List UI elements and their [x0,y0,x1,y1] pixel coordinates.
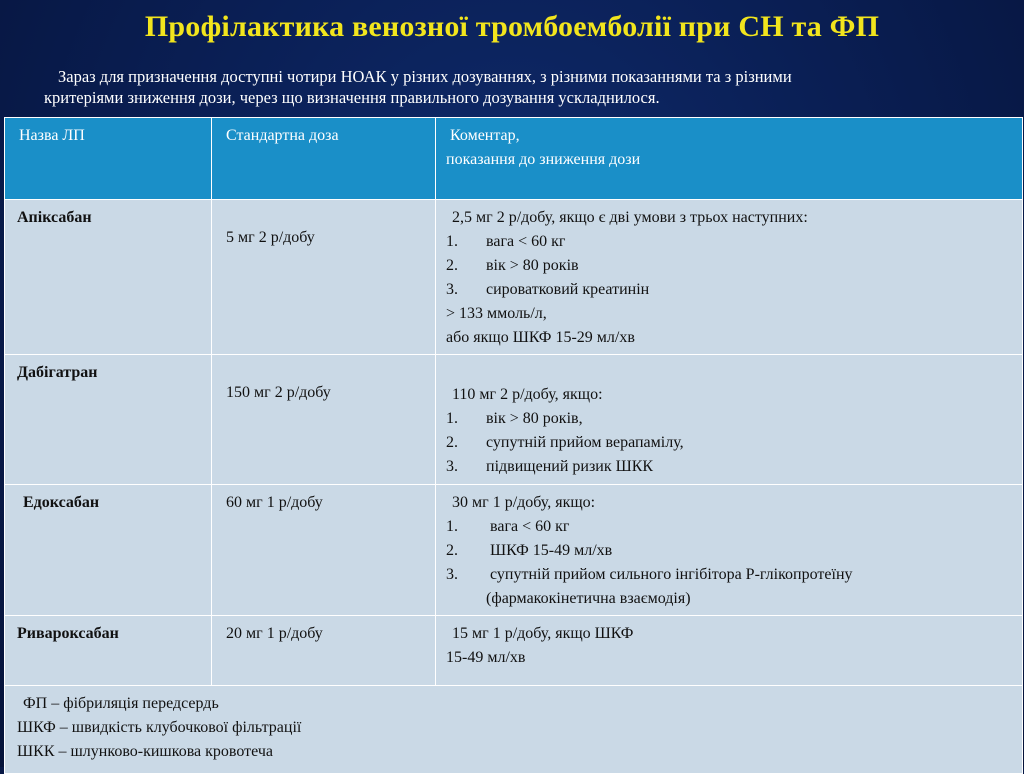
standard-dose: 150 мг 2 р/добу [212,355,436,485]
condition-text: підвищений ризик ШКК [486,458,654,475]
drug-name: Ривароксабан [5,616,212,686]
condition-list [446,230,1012,302]
standard-dose: 5 мг 2 р/добу [212,200,436,355]
abbreviation-line: ШКФ – швидкість клубочкової фільтрації [17,719,302,736]
reduction-comment [436,616,1023,686]
reduction-comment [436,355,1023,485]
condition-number: 1. [446,518,458,535]
condition-number: 2. [446,257,458,274]
comment-tail-1: 15-49 мл/хв [446,649,526,666]
condition-number: 3. [446,566,458,583]
header-dose: Стандартна доза [212,118,436,200]
comment-tail-2: або якщо ШКФ 15-29 мл/хв [446,329,635,346]
condition-number: 3. [446,458,458,475]
condition-number: 1. [446,410,458,427]
comment-tail-1: > 133 ммоль/л, [446,305,547,322]
condition-list [446,515,1012,587]
drug-name: Едоксабан [5,485,212,616]
condition-item [446,254,1012,278]
condition-number: 2. [446,542,458,559]
comment-lead: 15 мг 1 р/добу, якщо ШКФ [452,625,634,642]
condition-item [446,515,1012,539]
condition-list [446,407,1012,479]
condition-item [446,230,1012,254]
condition-item [446,563,1012,587]
table-row [5,200,1023,355]
condition-text: вік > 80 років [486,257,579,274]
dosing-table [4,117,1023,774]
condition-item [446,455,1012,479]
drug-name: Апіксабан [5,200,212,355]
condition-number: 2. [446,434,458,451]
condition-item [446,407,1012,431]
condition-item [446,539,1012,563]
condition-text: вага < 60 кг [486,233,566,250]
comment-continuation: (фармакокінетична взаємодія) [486,590,691,607]
table-row [5,355,1023,485]
abbreviation-line: ФП – фібриляція передсердь [23,695,219,712]
condition-text: сироватковий креатинін [486,281,650,298]
condition-text: ШКФ 15-49 мл/хв [490,542,613,559]
abbreviations-row [5,686,1023,774]
header-comment-line-2: показання до зниження дози [446,151,641,168]
condition-number: 1. [446,233,458,250]
header-comment [436,118,1023,200]
reduction-comment [436,200,1023,355]
condition-text: вага < 60 кг [490,518,570,535]
condition-item [446,431,1012,455]
condition-text: вік > 80 років, [486,410,583,427]
condition-text: супутній прийом верапамілу, [486,434,684,451]
condition-item [446,278,1012,302]
table-row [5,616,1023,686]
table-header-row [5,118,1023,200]
drug-name: Дабігатран [5,355,212,485]
comment-lead: 30 мг 1 р/добу, якщо: [452,494,596,511]
header-name: Назва ЛП [5,118,212,200]
table-row [5,485,1023,616]
slide-title: Профілактика венозної тромбоемболії при СН та ФП [144,10,880,43]
comment-lead: 110 мг 2 р/добу, якщо: [452,386,603,403]
abbreviation-line: ШКК – шлунково-кишкова кровотеча [17,743,273,760]
reduction-comment [436,485,1023,616]
abbreviations-cell [5,686,1023,774]
standard-dose: 60 мг 1 р/добу [212,485,436,616]
intro-line-1: Зараз для призначення доступні чотири НОАК у різних дозуваннях, з різними показаннями та з різними [58,67,792,86]
header-comment-line-1: Коментар, [450,127,520,144]
standard-dose: 20 мг 1 р/добу [212,616,436,686]
condition-number: 3. [446,281,458,298]
intro-line-2: критеріями зниження дози, через що визначення правильного дозування ускладнилося. [44,88,660,107]
condition-text: супутній прийом сильного інгібітора Р-глікопротеїну [490,566,853,583]
comment-lead: 2,5 мг 2 р/добу, якщо є дві умови з трьох наступних: [452,209,808,226]
intro-text [44,66,964,108]
